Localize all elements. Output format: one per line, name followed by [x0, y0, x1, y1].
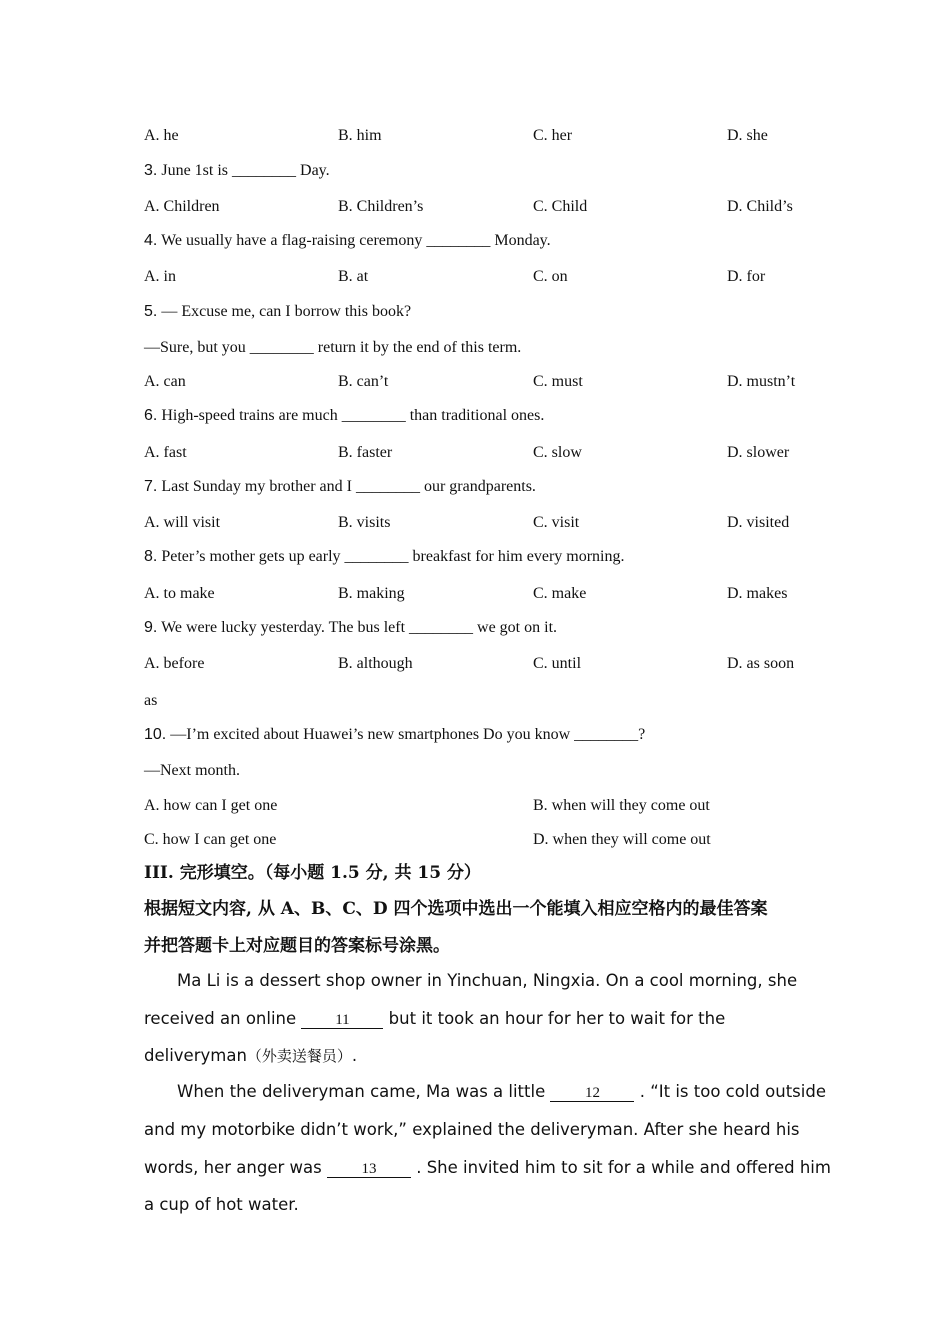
q6-stem	[144, 406, 544, 426]
q7-text: Last Sunday my brother and I ________ our grandparents.	[161, 478, 536, 495]
q2-option-a: A. he	[144, 127, 179, 144]
q7-option-a: A. will visit	[144, 514, 221, 531]
q8-number: 8.	[144, 548, 158, 565]
q6-option-a: A. fast	[144, 444, 187, 461]
q10-option-b: B. when will they come out	[533, 797, 710, 814]
q10-text: —I’m excited about Huawei’s new smartphones Do you know ________?	[170, 726, 646, 743]
q9-option-c: C. until	[533, 655, 582, 672]
passage-text: . “It is too cold outside	[639, 1082, 826, 1101]
q10-number: 10.	[144, 726, 167, 743]
q9-option-d-wrap: as	[144, 692, 158, 709]
q6-text: High-speed trains are much ________ than traditional ones.	[161, 407, 545, 424]
q10-stem	[144, 725, 645, 745]
q9-number: 9.	[144, 619, 158, 636]
q6-number: 6.	[144, 407, 158, 424]
q9-text: We were lucky yesterday. The bus left ________ we got on it.	[161, 619, 558, 636]
passage-text: .	[351, 1046, 358, 1065]
passage-text: deliveryman	[144, 1046, 247, 1065]
passage-text: . She invited him to sit for a while and offered him	[416, 1158, 831, 1177]
q8-option-d: D. makes	[727, 585, 788, 602]
q3-stem	[144, 161, 330, 181]
q9-stem	[144, 618, 557, 638]
q9-option-d: D. as soon	[727, 655, 795, 672]
q3-number: 3.	[144, 162, 158, 179]
section-instruction-1: 根据短文内容, 从 A、B、C、D 四个选项中选出一个能填入相应空格内的最佳答案	[144, 899, 768, 919]
passage-p1-line2	[144, 1008, 725, 1030]
q3-option-d: D. Child’s	[727, 198, 793, 215]
q8-stem	[144, 547, 624, 567]
q4-option-a: A. in	[144, 268, 176, 285]
passage-p1-line3	[144, 1045, 357, 1067]
q7-option-d: D. visited	[727, 514, 790, 531]
q4-stem	[144, 231, 551, 251]
q4-text: We usually have a flag-raising ceremony ________ Monday.	[161, 232, 551, 249]
q5-option-a: A. can	[144, 373, 186, 390]
q8-text: Peter’s mother gets up early ________ breakfast for him every morning.	[161, 548, 625, 565]
q5-option-c: C. must	[533, 373, 583, 390]
q8-option-b: B. making	[338, 585, 405, 602]
q3-option-c: C. Child	[533, 198, 588, 215]
q7-stem	[144, 477, 536, 497]
passage-text: received an online	[144, 1009, 297, 1028]
q3-option-a: A. Children	[144, 198, 220, 215]
q9-option-a: A. before	[144, 655, 205, 672]
q5-number: 5.	[144, 303, 158, 320]
chinese-gloss: （外卖送餐员）	[246, 1047, 352, 1065]
q5-option-b: B. can’t	[338, 373, 389, 390]
passage-p2-line3	[144, 1157, 831, 1179]
q2-option-c: C. her	[533, 127, 573, 144]
q7-number: 7.	[144, 478, 158, 495]
q8-option-c: C. make	[533, 585, 587, 602]
q5-text: — Excuse me, can I borrow this book?	[161, 303, 412, 320]
passage-p2-line1	[177, 1081, 826, 1103]
blank-12: 12	[550, 1085, 634, 1102]
passage-p2-line4: a cup of hot water.	[144, 1195, 299, 1214]
q6-option-b: B. faster	[338, 444, 393, 461]
passage-text: When the deliveryman came, Ma was a little	[177, 1082, 546, 1101]
q4-option-d: D. for	[727, 268, 766, 285]
q4-option-b: B. at	[338, 268, 369, 285]
q6-option-c: C. slow	[533, 444, 582, 461]
q4-option-c: C. on	[533, 268, 568, 285]
q7-option-c: C. visit	[533, 514, 580, 531]
q4-number: 4.	[144, 232, 158, 249]
blank-13: 13	[327, 1161, 411, 1178]
q5-stem-2: —Sure, but you ________ return it by the end of this term.	[144, 339, 522, 356]
q8-option-a: A. to make	[144, 585, 215, 602]
q10-stem-2: —Next month.	[144, 762, 240, 779]
q10-option-c: C. how I can get one	[144, 831, 277, 848]
q2-option-d: D. she	[727, 127, 768, 144]
q3-option-b: B. Children’s	[338, 198, 424, 215]
section-instruction-2: 并把答题卡上对应题目的答案标号涂黑。	[144, 936, 450, 956]
passage-text: but it took an hour for her to wait for the	[388, 1009, 726, 1028]
q2-option-b: B. him	[338, 127, 382, 144]
q3-text: June 1st is ________ Day.	[161, 162, 330, 179]
q9-option-b: B. although	[338, 655, 413, 672]
q5-stem	[144, 302, 411, 322]
q10-option-a: A. how can I get one	[144, 797, 278, 814]
q5-option-d: D. mustn’t	[727, 373, 796, 390]
passage-text: words, her anger was	[144, 1158, 322, 1177]
blank-11: 11	[301, 1012, 383, 1029]
passage-p2-line2: and my motorbike didn’t work,” explained the deliveryman. After she heard his	[144, 1120, 800, 1139]
section-heading: III. 完形填空。（每小题 1.5 分, 共 15 分）	[144, 863, 481, 883]
passage-p1-line1: Ma Li is a dessert shop owner in Yinchuan, Ningxia. On a cool morning, she	[177, 971, 798, 990]
q6-option-d: D. slower	[727, 444, 790, 461]
q10-option-d: D. when they will come out	[533, 831, 711, 848]
q7-option-b: B. visits	[338, 514, 391, 531]
